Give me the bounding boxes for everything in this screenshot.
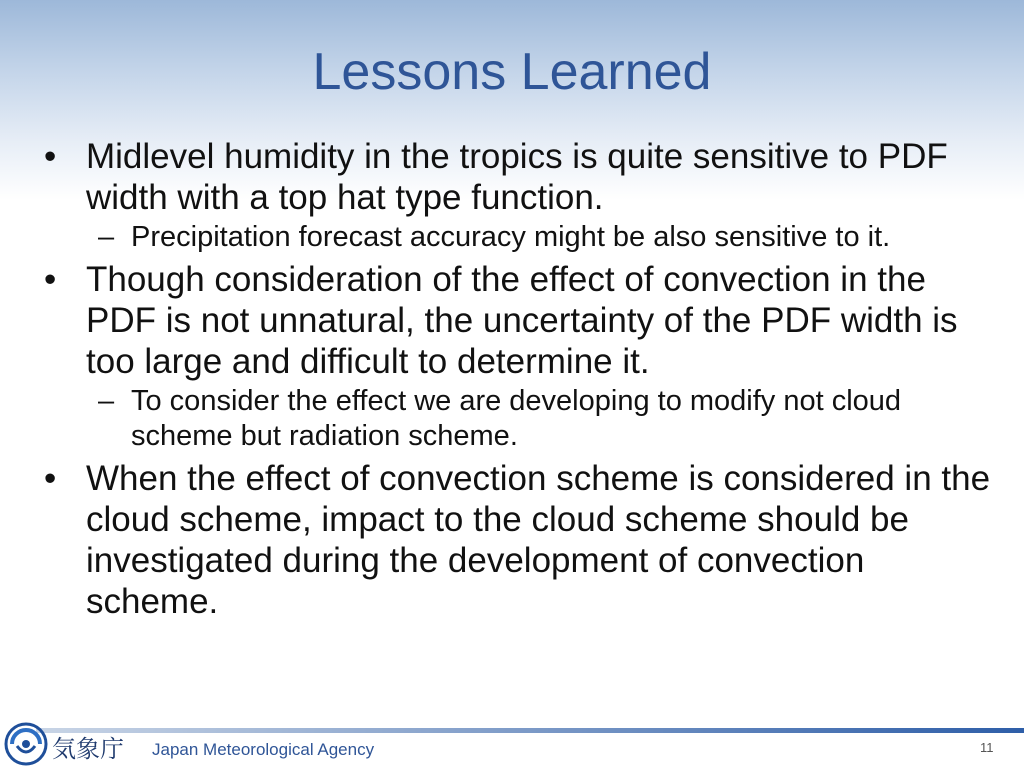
sub-bullet-marker: –	[98, 385, 115, 417]
bullet-marker: •	[44, 260, 57, 299]
bullet-list	[44, 136, 994, 624]
sub-bullet-item	[44, 220, 994, 255]
bullet-text: When the effect of convection scheme is considered in the cloud scheme, impact to the cloud scheme should be investigated during the development of convection scheme.	[86, 459, 991, 621]
sub-bullet-marker: –	[98, 221, 115, 253]
sub-bullet-text: To consider the effect we are developing to modify not cloud scheme but radiation scheme.	[131, 385, 902, 452]
agency-name-jp: 気象庁	[52, 735, 124, 763]
bullet-text: Midlevel humidity in the tropics is quite sensitive to PDF width with a top hat type function.	[86, 137, 948, 217]
sub-bullet-item	[44, 384, 994, 454]
bullet-item	[44, 259, 994, 382]
footer-divider	[36, 728, 1024, 733]
bullet-marker: •	[44, 137, 57, 176]
jma-logo-icon	[4, 722, 50, 766]
page-number: 11	[980, 740, 994, 755]
slide-title: Lessons Learned	[312, 43, 712, 101]
bullet-item	[44, 458, 994, 622]
bullet-text: Though consideration of the effect of convection in the PDF is not unnatural, the uncertainty of the PDF width is too large and difficult to determine it.	[86, 260, 958, 381]
bullet-item	[44, 136, 994, 218]
sub-bullet-text: Precipitation forecast accuracy might be also sensitive to it.	[131, 221, 891, 253]
agency-name-en: Japan Meteorological Agency	[152, 740, 375, 759]
bullet-marker: •	[44, 459, 57, 498]
